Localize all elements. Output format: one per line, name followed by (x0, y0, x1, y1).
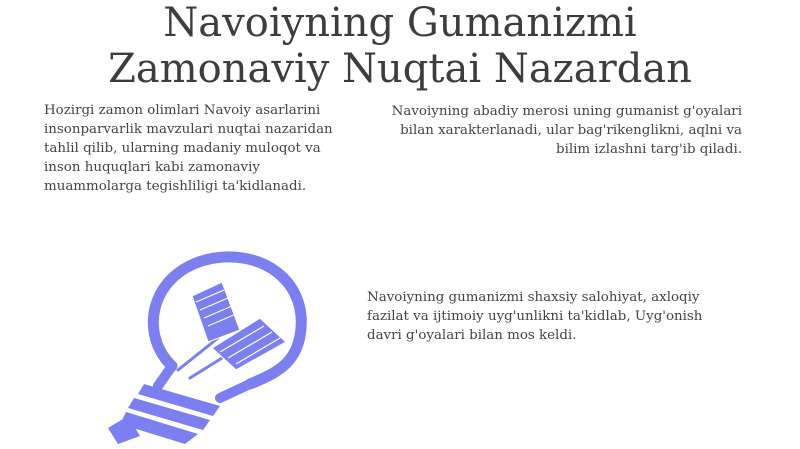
lightbulb-book-icon (100, 246, 315, 446)
paragraph-middle: Navoiyning gumanizmi shaxsiy salohiyat, axloqiy fazilat va ijtimoiy uyg'unlikni ta'kidlab, Uyg'onish davri g'oyalari bilan mos keldi. (367, 290, 703, 343)
slide-title-line-2: Zamonaviy Nuqtai Nazardan (108, 46, 692, 92)
paragraph-left: Hozirgi zamon olimlari Navoiy asarlarini insonparvarlik mavzulari nuqtai nazaridan tahlil qilib, ularning madaniy muloqot va inson huquqlari kabi zamonaviy muammolarga tegishliligi ta'kidlanadi. (44, 103, 333, 194)
slide-title-line-1: Navoiyning Gumanizmi (163, 0, 637, 46)
slide-title (0, 0, 800, 92)
paragraph-right: Navoiyning abadiy merosi uning gumanist g'oyalari bilan xarakterlanadi, ular bag'rikenglikni, aqlni va bilim izlashni targ'ib qiladi. (391, 104, 742, 157)
